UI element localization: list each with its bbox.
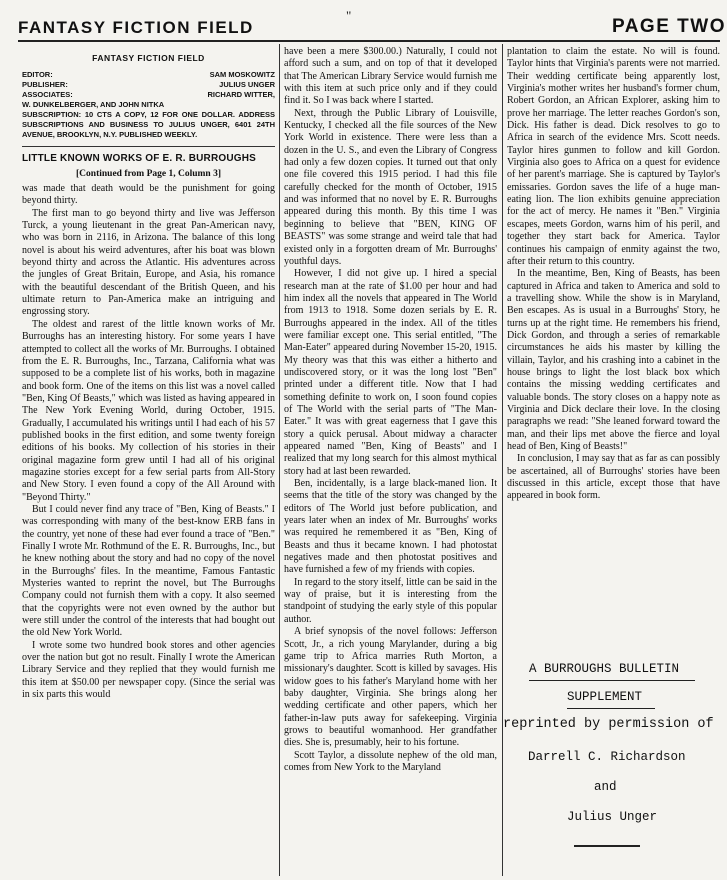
permission-line: reprinted by permission of — [503, 717, 714, 732]
header-rule — [18, 40, 720, 42]
name-richardson: Darrell C. Richardson — [528, 750, 686, 764]
masthead-divider — [22, 146, 275, 147]
column-1 — [22, 46, 275, 876]
article-title: LITTLE KNOWN WORKS OF E. R. BURROUGHS — [22, 153, 257, 165]
paragraph: was made that death would be the punishment for going beyond thirty. — [22, 183, 275, 207]
paragraph: In regard to the story itself, little can be said in the way of praise, but it is interesting from the standpoint of studying the early style of this popular author. — [284, 576, 497, 625]
publisher-name: JULIUS UNGER — [219, 80, 275, 90]
paragraph: have been a mere $300.00.) Naturally, I could not afford such a sum, and on top of that it developed that The American Library Service would furnish me with this item at such price only and if they could find it. So I was back where I started. — [284, 46, 497, 107]
page-header — [0, 4, 726, 37]
paragraph: Scott Taylor, a dissolute nephew of the old man, comes from New York to the Maryland — [284, 749, 497, 773]
supplement-underline — [567, 708, 655, 709]
associates-names-cont: W. DUNKELBERGER, AND JOHN NITKA — [22, 100, 165, 110]
bulletin-title: A BURROUGHS BULLETIN — [529, 662, 680, 676]
paragraph: A brief synopsis of the novel follows: Jefferson Scott, Jr., a rich young Marylander, during a big game trip to Africa marries Ruth Morton, a missionary's daughter. Scott is killed by savages. His widow goes to his father's Maryland home with her baby daughter, Virginia. She brings along her wedding certificate and other papers, which her father-in-law puts away for safekeeping. Virginia grows to beautiful womanhood. Her grandfather dies. She is, presumably, heir to his fortune. — [284, 626, 497, 749]
associates-names: RICHARD WITTER, — [207, 90, 275, 100]
continued-note: [Continued from Page 1, Column 3] — [76, 168, 221, 179]
page-number: PAGE TWO — [611, 16, 726, 37]
editor-name: SAM MOSKOWITZ — [209, 70, 275, 80]
name-unger: Julius Unger — [567, 810, 658, 824]
paragraph: I wrote some two hundred book stores and other agencies over the nation but got no result. Finally I wrote the American Library Service and they replied that they would furnish me this item at $50.00 per newspaper copy. (Since the serial was in six parts this would — [22, 639, 275, 701]
paragraph: plantation to claim the estate. No will is found. Taylor hints that Virginia's parents were not married. Their wedding certificate being apparently lost, Virginia's mother writes her husband's former chum, Robert Gordon, an African Explorer, asking him to prove her marriage. The letter reaches Gordon's son, Dick. His father is dead. Dick resolves to go to Africa in search of the evidence Mrs. Scott needs. Taylor hires gunmen to follow and kill Gordon. Virginia also goes to Africa on a quest for evidence of her parent's marriage. She is captured by Taylor's emissaries. Gordon saves the life of a huge man-eating lion. The lion exhibits genuine appreciation for the act of mercy. He names it "Ben." Virginia escapes, meets Gordon, warns him of his peril, and together they start back for America. Taylor continues his campaign of enmity against the two, after their return to this country. — [507, 46, 720, 267]
paragraph: The oldest and rarest of the little known works of Mr. Burroughs has an interesting history. For some years I have attempted to collect all the works of Mr. Burroughs. I obtained from the E. R. Burroughs, Inc., Tarzana, California what was supposed to be a complete list of his works, both in magazine and book form. One of the items on this list was a novel called "Ben, King Of Beasts," which was listed as having appeared in The New York Evening World, during October, 1915. Gradually, I accumulated his writings until I had each of his 57 published books in the first edition, and some twenty foreign editions of his books. My collection of his stories in their original magazine form grew until I had all of his original magazine stories except for a few serial parts from All-Story and New Story. I even found a copy of the All Around with "Beyond Thirty." — [22, 318, 275, 503]
paragraph: But I could never find any trace of "Ben, King of Beasts." I was corresponding with many of the best-know ERB fans in the country, yet none of these had ever found a trace of "Ben." Finally I wrote Mr. Rothmund of the E. R. Burroughs, Inc., but he knew nothing about the story and had no copy of the novel in the Burroughs' files. In the meantime, Famous Fantastic Mysteries wanted to reprint the novel, but The Burroughs Company could not furnish them with a copy. It also seemed that the copyrights were not even owned by the author but were still under the control of the interests that had bought out the old New York World. — [22, 503, 275, 639]
and-label: and — [594, 780, 617, 794]
paragraph: Next, through the Public Library of Louisville, Kentucky, I checked all the file sources of the New York World in existence. There were less than a dozen in the U. S., and even the Library of Congress had only a few dozen copies. It turned out that only one file covered this 1915 period. I had this file carefully checked for the month of October, 1915 and was informed that no novel by E. R. Burroughs appeared during this month. By this time I was beginning to believe that "BEN, KING OF BEASTS" was some strange and weird tale that had existed only in a forgotten dream of Mr. Burroughs' youthful days. — [284, 107, 497, 267]
column-divider — [279, 44, 280, 876]
supplement-notice — [497, 472, 727, 852]
bulletin-underline — [529, 680, 695, 681]
paragraph: However, I did not give up. I hired a special research man at the rate of $1.00 per hour and had him index all the novels that appeared in The World from 1913 to 1918. Some dozen serials by E. R. Burroughs appeared in the index. All of the titles were familiar except one. This serial entitled, "The Man-Eater" appeared during November 15-20, 1915. My theory was that this was either a hitherto and undiscovered story, or it was the long lost "Ben" printed under a different title. Now that I had something definite to work on, I soon found copies of The World with the serial parts of "The Man-Eater." It was with great eagerness that I gave this story a quick perusal. About midway a character appeared named "Ben, King of Beasts" and I realized that my long search for this almost mythical story had at last been rewarded. — [284, 268, 497, 477]
header-mark: " — [346, 8, 352, 23]
publication-title: FANTASY FICTION FIELD — [18, 18, 254, 37]
subscription-info: SUBSCRIPTION: 10 CTS A COPY, 12 FOR ONE DOLLAR. ADDRESS SUBSCRIPTIONS AND BUSINESS TO JULIUS UNGER, 6401 24TH AVENUE, BROOKLYN, N.Y. PUBLISHED WEEKLY. — [22, 110, 275, 140]
paragraph: In conclusion, I may say that as far as can possibly be ascertained, all of Burroughs' stories have been discussed in this article, except those that have appeared in book form. — [507, 453, 721, 502]
column-3 — [507, 46, 721, 502]
masthead-title: FANTASY FICTION FIELD — [92, 53, 205, 63]
supplement-label: SUPPLEMENT — [567, 690, 643, 704]
column-2 — [284, 46, 497, 876]
closing-rule — [574, 845, 640, 847]
paragraph: The first man to go beyond thirty and live was Jefferson Turck, a young lieutenant in the great Pan-American navy, who was born in 2116, in Arizona. The balance of this long novel is about his weird adventures, after his boat was blown beyond thirty and across the Atlantic. His adventures across the jungles of Great Britain, Europe, and Asia, his romance with the beautiful descendant of the British Queen, and his ultimate return to Pan-America make an intriguing and engrossing story. — [22, 207, 275, 318]
paragraph: In the meantime, Ben, King of Beasts, has been captured in Africa and taken to America and sold to a travelling show. While the show is in Maryland, Ben escapes. As is usual in a Burroughs' Story, he turns up at the right time. He remembers his friend, Dick Gordon, and through a series of remarkable circumstances he aids his master by killing the villain, Taylor, and his crashing into a cabinet in the house brings to light the lost black box which contains the missing wedding certificates and valuable bonds. The story closes on a happy note as Virginia and Dick declare their love. In the closing paragraphs we read: "She leaned forward toward the man, and their lips met above the fierce and loyal head of Ben, King of Beasts!" — [507, 268, 720, 452]
masthead: EDITOR: SAM MOSKOWITZ PUBLISHER: JULIUS UNGER ASSOCIATES: RICHARD WITTER, W. DUNKELBERGER, AND JOHN NITKA SUBSCRIPTION: 10 CTS A COPY, 12 FOR ONE DOLLAR. ADDRESS SUBSCRIPTIONS AND BUSINESS TO JULIUS UNGER, 6401 24TH AVENUE, BROOKLYN, N.Y. PUBLISHED WEEKLY. — [22, 70, 275, 140]
paragraph: Ben, incidentally, is a large black-maned lion. It seems that the title of the story was changed by the editors of The World just before publication, and years later when an index of Mr. Burroughs' works was required he remembered it as "Ben, King of Beasts and thus it became known. I had photostat negatives made and then photostat positives and have furnished a few of my friends with copies. — [284, 478, 497, 576]
